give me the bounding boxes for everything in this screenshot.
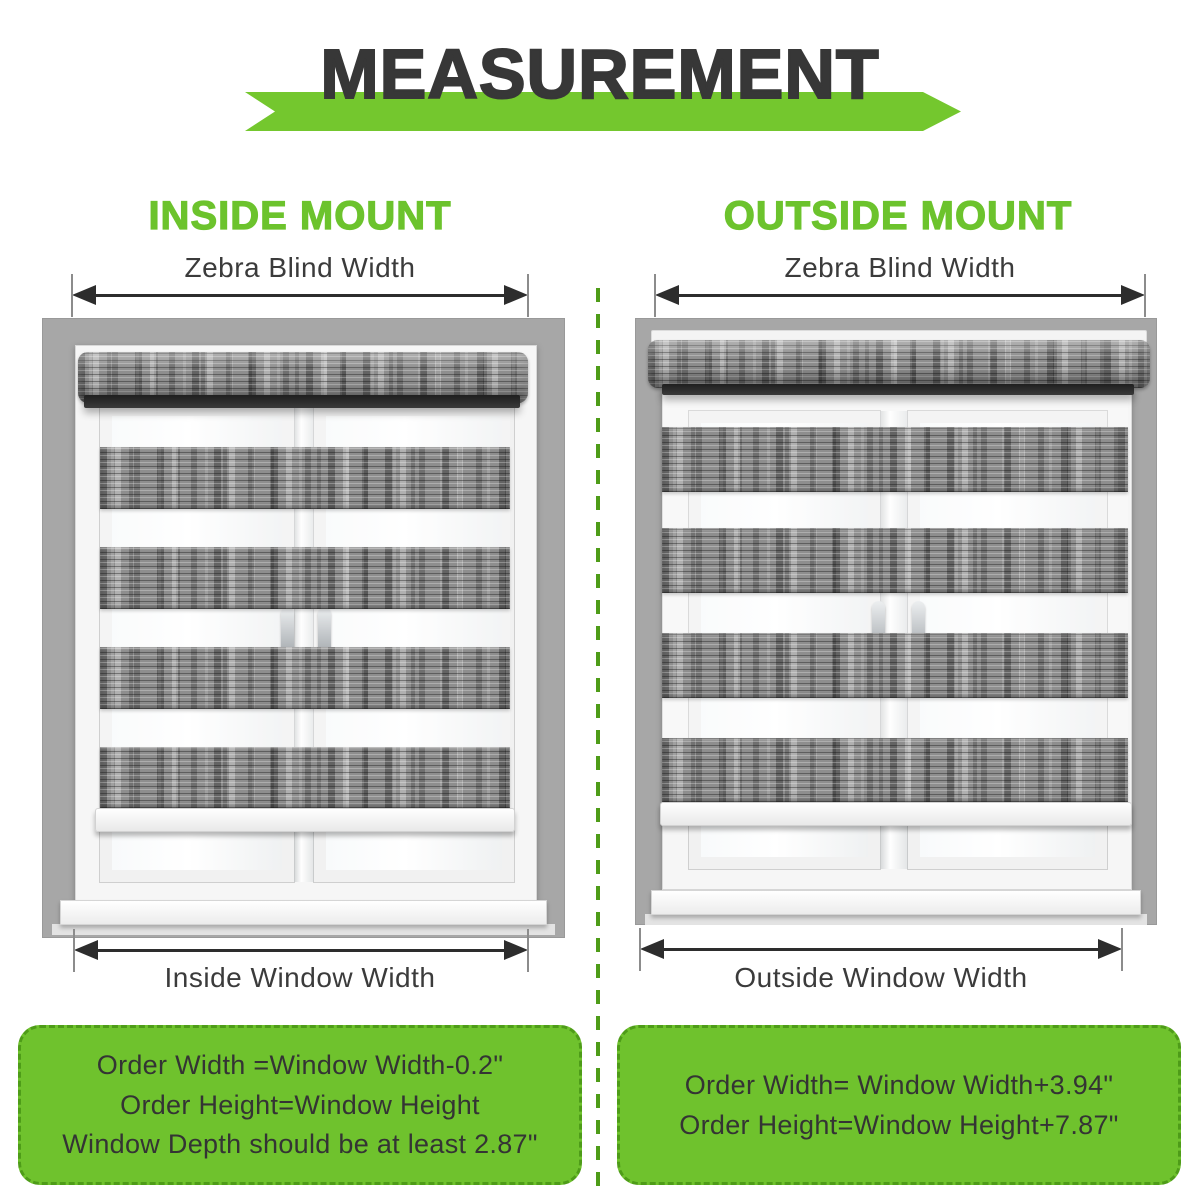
- arrow-right-icon: [1121, 285, 1145, 305]
- order-width-rule: Order Width =Window Width-0.2": [96, 1050, 504, 1081]
- blind-bottom-bar: [95, 808, 515, 832]
- blind-bottom-bar: [660, 802, 1132, 826]
- blind-stripe: [662, 633, 1128, 698]
- arrow-line: [646, 948, 1116, 951]
- blind-stripe: [100, 447, 510, 509]
- arrow-right-icon: [504, 285, 528, 305]
- outside-blind-width-label: Zebra Blind Width: [784, 252, 1016, 283]
- outside-order-info-box: [617, 1025, 1181, 1185]
- order-height-rule: Order Height=Window Height: [120, 1089, 480, 1120]
- window-sill: [651, 890, 1141, 915]
- arrow-right-icon: [1098, 939, 1122, 959]
- arrow-right-icon: [504, 940, 528, 960]
- arrow-line: [78, 294, 522, 297]
- end-tick: [71, 274, 73, 317]
- outside-mount-window-illustration: [635, 318, 1157, 925]
- blind-stripe: [662, 738, 1128, 802]
- end-tick: [1121, 928, 1123, 971]
- blind-cassette: [648, 340, 1150, 388]
- window-sill-skirt: [52, 924, 555, 935]
- blind-stripe: [100, 747, 510, 808]
- end-tick: [654, 274, 656, 317]
- window-depth-rule: Window Depth should be at least 2.87": [62, 1129, 538, 1160]
- cassette-shadow: [84, 395, 520, 408]
- inside-window-width-label: Inside Window Width: [164, 962, 436, 993]
- inside-order-info-box: [18, 1025, 582, 1185]
- order-width-rule: Order Width= Window Width+3.94": [684, 1070, 1114, 1101]
- outside-mount-heading: OUTSIDE MOUNT: [723, 194, 1073, 238]
- arrow-line: [80, 949, 522, 952]
- window-sill: [60, 900, 547, 925]
- blind-stripe: [100, 647, 510, 709]
- blind-stripe: [662, 427, 1128, 492]
- inside-mount-heading: INSIDE MOUNT: [148, 194, 452, 238]
- section-divider-dashed: [596, 288, 600, 1198]
- inside-blind-width-label: Zebra Blind Width: [184, 252, 416, 283]
- page-title: MEASUREMENT: [320, 35, 880, 113]
- end-tick: [527, 274, 529, 317]
- end-tick: [1144, 274, 1146, 317]
- blind-stripe: [662, 528, 1128, 593]
- inside-mount-window-illustration: [42, 318, 565, 938]
- blind-stripe: [100, 547, 510, 609]
- cassette-shadow: [662, 384, 1134, 395]
- order-height-rule: Order Height=Window Height+7.87": [679, 1109, 1119, 1140]
- arrow-line: [661, 294, 1139, 297]
- outside-window-width-label: Outside Window Width: [734, 962, 1028, 993]
- window-sill-skirt: [645, 914, 1147, 925]
